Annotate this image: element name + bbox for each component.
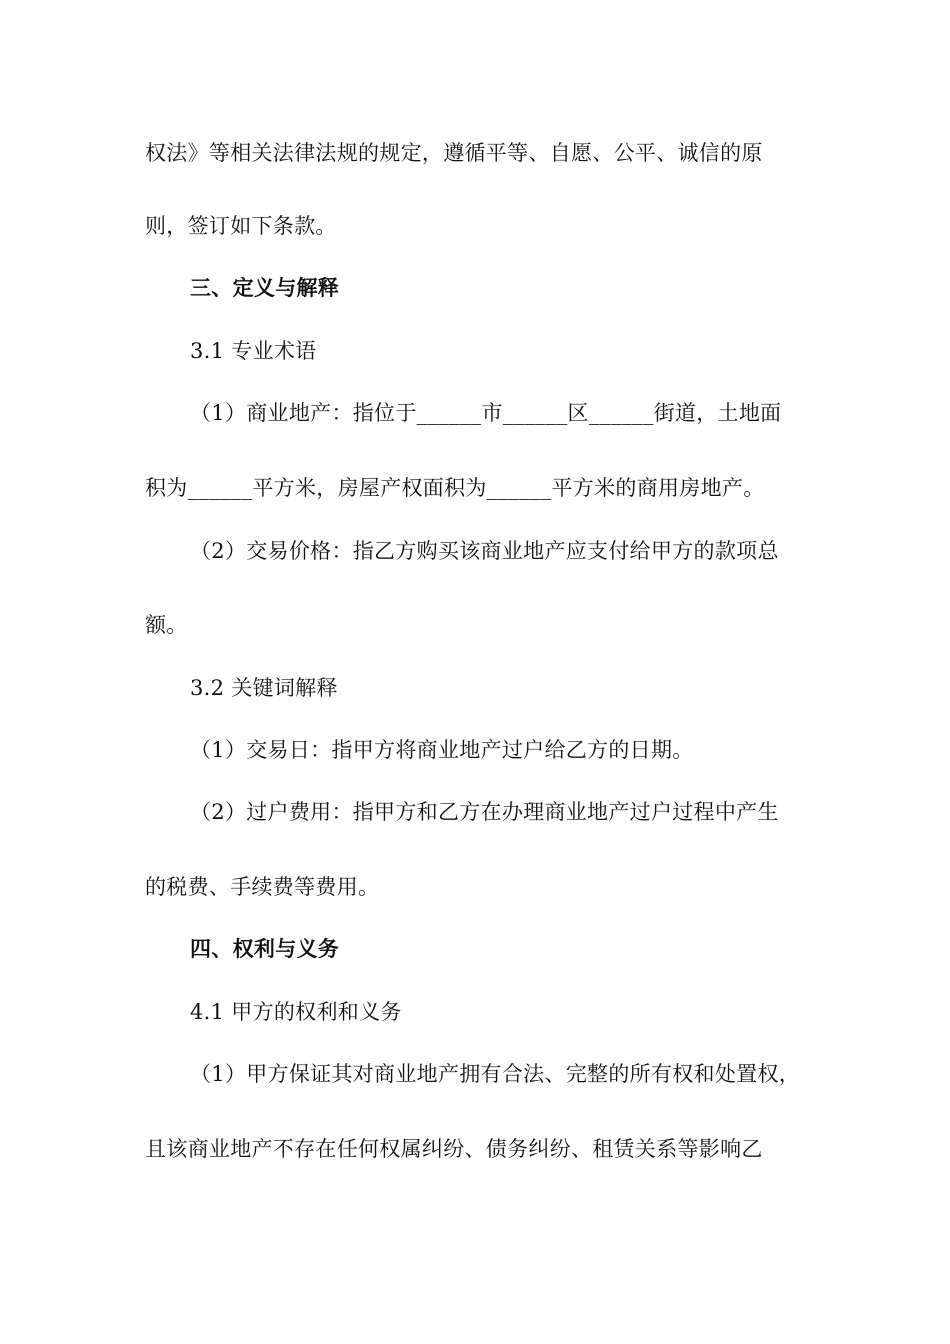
- paragraph-line: 则，签订如下条款。: [145, 214, 337, 238]
- paragraph-line: 积为______平方米，房屋产权面积为______平方米的商用房地产。: [145, 476, 765, 500]
- paragraph-line: （2）交易价格：指乙方购买该商业地产应支付给甲方的款项总: [190, 539, 779, 563]
- paragraph-line: （1）甲方保证其对商业地产拥有合法、完整的所有权和处置权，: [190, 1062, 801, 1086]
- paragraph-line: 的税费、手续费等费用。: [145, 875, 380, 899]
- paragraph-line: 权法》等相关法律法规的规定，遵循平等、自愿、公平、诚信的原: [145, 141, 763, 165]
- paragraph-line: （2）过户费用：指甲方和乙方在办理商业地产过户过程中产生: [190, 800, 779, 824]
- paragraph-line: （1）交易日：指甲方将商业地产过户给乙方的日期。: [190, 738, 694, 762]
- paragraph-line: 额。: [145, 613, 188, 637]
- subsection-heading: 3.2 关键词解释: [190, 676, 338, 700]
- section-heading: 三、定义与解释: [190, 275, 340, 300]
- subsection-heading: 4.1 甲方的权利和义务: [190, 1000, 402, 1024]
- section-heading: 四、权利与义务: [190, 936, 340, 961]
- paragraph-line: （1）商业地产：指位于______市______区______街道，土地面: [190, 401, 782, 425]
- paragraph-line: 且该商业地产不存在任何权属纠纷、债务纠纷、租赁关系等影响乙: [145, 1137, 763, 1161]
- subsection-heading: 3.1 专业术语: [190, 339, 317, 363]
